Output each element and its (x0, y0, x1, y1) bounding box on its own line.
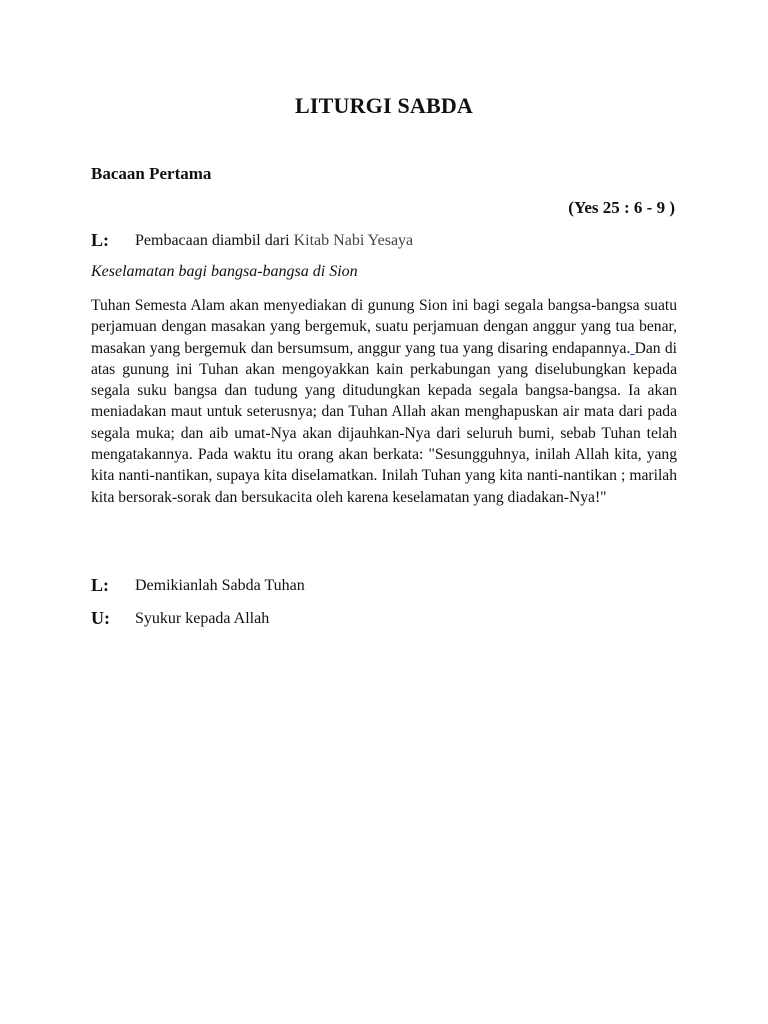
section-heading: Bacaan Pertama (91, 164, 212, 183)
reading-body-part2: Dan di atas gunung ini Tuhan akan mengoyakkan kain perkabungan yang diselubungkan kepada segala suku bangsa dan tudung yang ditudungkan kepada segala bangsa-bangsa. Ia akan meniadakan maut untuk seterusnya; dan Tuhan Allah akan menghapuskan air mata dari pada segala muka; dan aib umat-Nya akan dijauhkan-Nya dari seluruh bumi, sebab Tuhan telah mengatakannya. Pada waktu itu orang akan berkata: "Sesungguhnya, inilah Allah kita, yang kita nanti-nantikan, supaya kita diselamatkan. Inilah Tuhan yang kita nanti-nantikan ; marilah kita bersorak-sorak dan bersukacita oleh karena keselamatan yang diadakan-Nya!" (91, 339, 677, 506)
reading-source: Kitab Nabi Yesaya (293, 232, 414, 249)
reading-subtitle: Keselamatan bagi bangsa-bangsa di Sion (91, 263, 358, 280)
scripture-reference: (Yes 25 : 6 - 9 ) (568, 198, 675, 217)
congregation-label: U: (91, 608, 110, 628)
reading-body (91, 295, 677, 508)
reading-intro-text (135, 231, 413, 251)
response-text: Syukur kepada Allah (135, 610, 270, 627)
reading-body-part1: Tuhan Semesta Alam akan menyediakan di gunung Sion ini bagi segala bangsa-bangsa suatu perjamuan dengan masakan yang bergemuk, suatu perjamuan dengan anggur yang tua benar, masakan yang bergemuk dan bersumsum, anggur yang tua yang disaring endapannya. (91, 297, 677, 357)
lector-label: L: (91, 230, 109, 250)
closing-text: Demikianlah Sabda Tuhan (135, 577, 305, 594)
lector-label: L: (91, 575, 109, 595)
page-title: LITURGI SABDA (294, 93, 474, 118)
reading-intro-prefix: Pembacaan diambil dari (135, 232, 290, 249)
